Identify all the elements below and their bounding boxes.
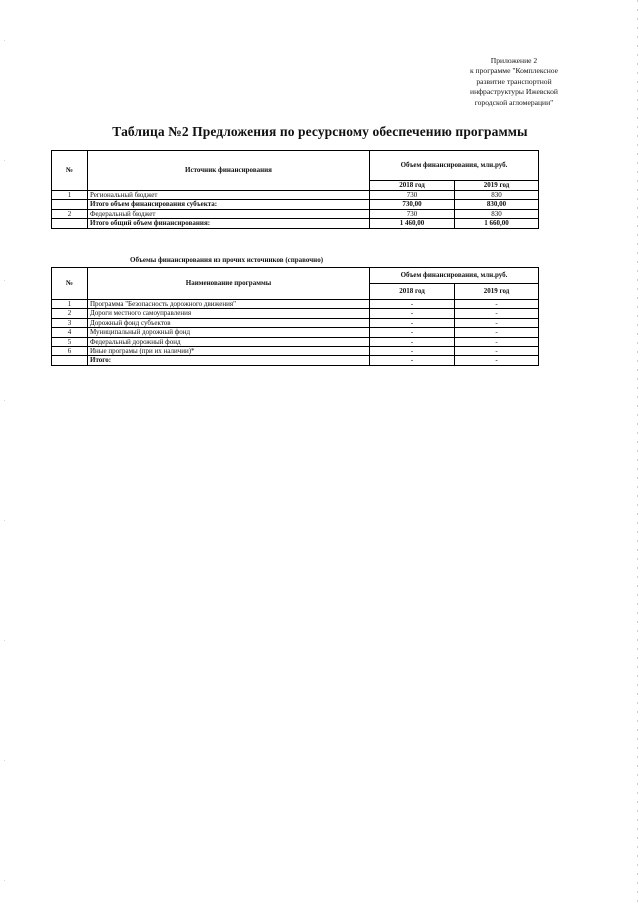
row-name: Дорожный фонд субъектов: [88, 318, 370, 327]
table-row: [52, 356, 539, 365]
row-number: 3: [52, 318, 88, 327]
value-2018: 730: [370, 209, 455, 218]
row-name: Итого:: [88, 356, 370, 365]
row-number: 4: [52, 328, 88, 337]
header-year-2019: 2019 год: [455, 284, 539, 300]
value-2019: 830: [455, 191, 539, 200]
header-year-2019: 2019 год: [455, 181, 539, 191]
row-number: 1: [52, 191, 88, 200]
value-2018: 730: [370, 191, 455, 200]
value-2019: -: [455, 328, 539, 337]
row-name: Иные програмы (при их наличии)*: [88, 347, 370, 356]
subtitle: Объемы финансирования из прочих источников (справочно): [130, 256, 324, 264]
table-row: [52, 309, 539, 318]
table-row: [52, 209, 539, 218]
table-row: [52, 191, 539, 200]
row-number: 1: [52, 300, 88, 309]
value-2019: 830: [455, 209, 539, 218]
header-number: №: [52, 151, 88, 191]
value-2019: -: [455, 337, 539, 346]
funding-table: [51, 150, 539, 229]
table-row: [52, 300, 539, 309]
row-name: Дороги местного самоуправления: [88, 309, 370, 318]
header-program: Наименование программы: [88, 268, 370, 300]
appendix-line: городской агломерации": [474, 97, 554, 107]
row-number: [52, 200, 88, 209]
header-year-2018: 2018 год: [370, 284, 455, 300]
row-name: Федеральный бюджет: [88, 209, 370, 218]
value-2019: -: [455, 356, 539, 365]
value-2018: -: [370, 318, 455, 327]
row-name: Региональный бюджет: [88, 191, 370, 200]
value-2018: -: [370, 347, 455, 356]
row-number: [52, 219, 88, 228]
row-name: Итого объем финансирования субъекта:: [88, 200, 370, 209]
table-row: [52, 337, 539, 346]
appendix-line: к программе "Комплексное: [469, 66, 559, 76]
row-name: Итого общий объем финансирования:: [88, 219, 370, 228]
table-row: [52, 318, 539, 327]
row-number: 2: [52, 209, 88, 218]
header-year-2018: 2018 год: [370, 181, 455, 191]
value-2019: -: [455, 300, 539, 309]
document-title: Таблица №2 Предложения по ресурсному обеспечению программы: [112, 124, 528, 139]
row-number: 2: [52, 309, 88, 318]
value-2019: -: [455, 309, 539, 318]
appendix-line: инфраструктуры Ижевской: [470, 87, 558, 97]
row-number: 6: [52, 347, 88, 356]
other-sources-table: [51, 267, 539, 366]
header-source: Источник финансирования: [88, 151, 370, 191]
row-name: Муниципальный дорожный фонд: [88, 328, 370, 337]
value-2018: -: [370, 328, 455, 337]
value-2018: 1 460,00: [370, 219, 455, 228]
value-2019: -: [455, 318, 539, 327]
value-2018: -: [370, 337, 455, 346]
value-2018: 730,00: [370, 200, 455, 209]
value-2019: 830,00: [455, 200, 539, 209]
row-number: [52, 356, 88, 365]
table-row: [52, 347, 539, 356]
row-name: Федеральный дорожный фонд: [88, 337, 370, 346]
table-row: [52, 219, 539, 228]
header-number: №: [52, 268, 88, 300]
row-name: Программа "Безопасность дорожного движения": [88, 300, 370, 309]
value-2018: -: [370, 356, 455, 365]
appendix-line: Приложение 2: [490, 56, 538, 65]
header-volume: Объем финансирования, млн.руб.: [370, 151, 539, 181]
table-row: [52, 200, 539, 209]
value-2018: -: [370, 309, 455, 318]
header-volume: Объем финансирования, млн.руб.: [370, 268, 539, 284]
row-number: 5: [52, 337, 88, 346]
appendix-note: [458, 56, 570, 108]
value-2019: -: [455, 347, 539, 356]
value-2019: 1 660,00: [455, 219, 539, 228]
value-2018: -: [370, 300, 455, 309]
appendix-line: развитие транспортной: [476, 76, 552, 86]
table-row: [52, 328, 539, 337]
